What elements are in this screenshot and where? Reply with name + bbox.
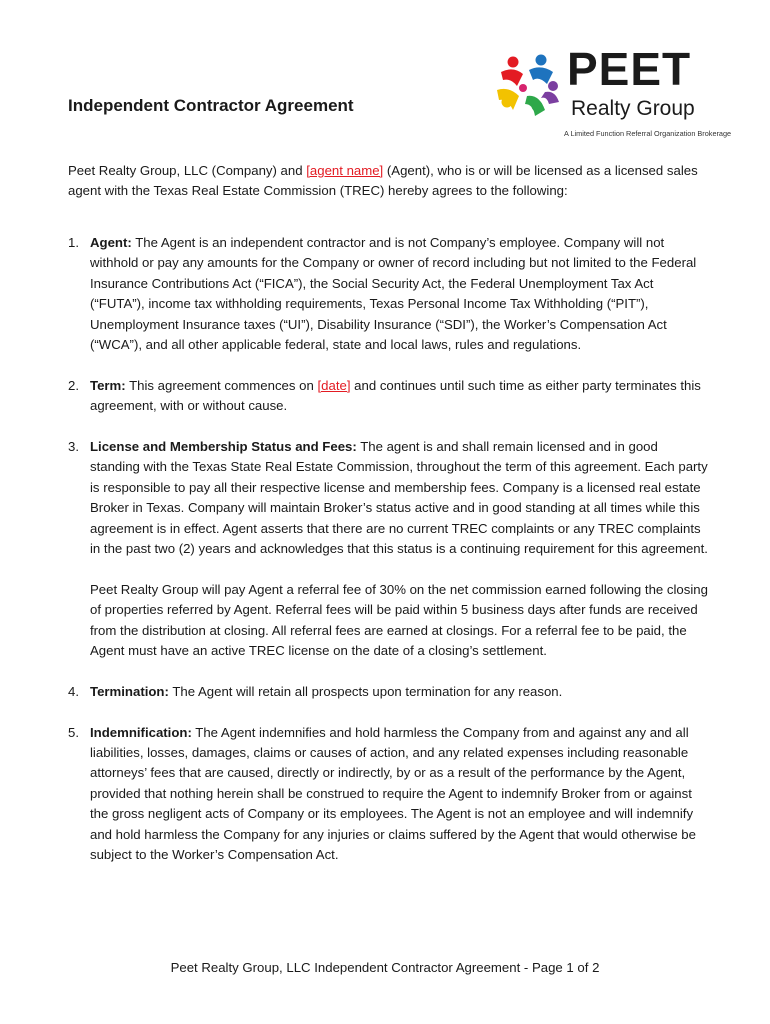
section-paragraph [90, 723, 708, 866]
section-indemnification [68, 723, 708, 866]
intro-post: (Agent), who is or will be licensed as a licensed sales agent with the Texas Real Estate Commission (TREC) hereby agrees to the following: [68, 163, 698, 199]
logo-subname: Realty Group [571, 97, 695, 120]
section-text: The Agent indemnifies and hold harmless the Company from and against any and all liabilities, losses, damages, claims or causes of action, and any related expenses including reasonable attorneys’ fees that are caused, directly or indirectly, by or as a result of the performance by the Agent, provided that nothing herein shall be construed to require the Agent to indemnify Broker from or against the gross negligent acts of Company or its employees. The Agent is not an employee and will indemnify and hold harmless the Company for any injuries or claims suffered by the Agent that would otherwise be subject to the Worker’s Compensation Act. [90, 724, 696, 863]
section-paragraph [90, 376, 708, 417]
section-heading: Termination: [90, 683, 169, 699]
section-text: and continues until such time as either party terminates this agreement, with or without cause. [90, 377, 701, 414]
section-heading: License and Membership Status and Fees: [90, 439, 357, 455]
logo-wordmark: PEET [567, 43, 692, 95]
logo-tagline: A Limited Function Referral Organization Brokerage [564, 129, 732, 138]
section-number: 2. [68, 377, 79, 393]
section-heading: Agent: [90, 235, 132, 250]
section-number: 4. [68, 683, 79, 699]
page-footer: Peet Realty Group, LLC Independent Contractor Agreement - Page 1 of 2 [170, 960, 600, 975]
section-paragraph [90, 682, 708, 702]
agreement-sections [68, 233, 708, 886]
section-text: This agreement commences on [125, 377, 318, 393]
section-termination [68, 682, 708, 702]
section-paragraph [90, 437, 708, 559]
intro-paragraph [68, 161, 708, 202]
section-text: The Agent will retain all prospects upon termination for any reason. [168, 683, 563, 699]
section-number: 5. [68, 724, 79, 740]
referral-fee-paragraph: Peet Realty Group will pay Agent a referral fee of 30% on the net commission earned following the closing of properties referred by Agent. Referral fees will be paid within 5 business days after funds are received from the distribution at closing. All referral fees are earned at closings. For a referral fee to be paid, the Agent must have an active TREC license on the date of a closing’s settlement. [90, 581, 708, 659]
section-number: 1. [68, 235, 79, 250]
date-placeholder: [date] [317, 377, 351, 393]
section-term [68, 376, 708, 417]
agent-name-placeholder: [agent name] [306, 163, 384, 178]
section-heading: Indemnification: [90, 724, 192, 740]
section-heading: Term: [90, 377, 126, 393]
section-paragraph [90, 233, 708, 355]
section-text: The agent is and shall remain licensed and in good standing with the Texas State Real Estate Commission, throughout the term of this agreement. Each party is responsible to pay all their respective license and membership fees. Company is a licensed real estate Broker in Texas. Company will maintain Broker’s status active and in good standing at all times while this agreement is in effect. Agent asserts that there are no current TREC complaints or any TREC complaints in the past two (2) years and acknowledges that this status is a continuing requirement for this agreement. [90, 439, 708, 557]
section-license [68, 437, 708, 661]
intro-pre: Peet Realty Group, LLC (Company) and [68, 163, 307, 178]
section-number: 3. [68, 439, 79, 455]
section-agent [68, 233, 708, 355]
section-text: The Agent is an independent contractor and is not Company’s employee. Company will not withhold or pay any amounts for the Company or owner of record including but not limited to the Federal Insurance Contributions Act (“FICA”), the Social Security Act, the Federal Unemployment Tax Act (“FUTA”), income tax withholding requirements, Texas Personal Income Tax Withholding (“PIT”), Unemployment Insurance taxes (“UI”), Disability Insurance (“SDI”), the Worker’s Compensation Act (“WCA”), and all other applicable federal, state and local laws, rules and regulations. [90, 235, 697, 353]
document-title: Independent Contractor Agreement [68, 96, 354, 115]
company-logo [493, 43, 732, 140]
people-circle-logo-icon [493, 50, 563, 120]
